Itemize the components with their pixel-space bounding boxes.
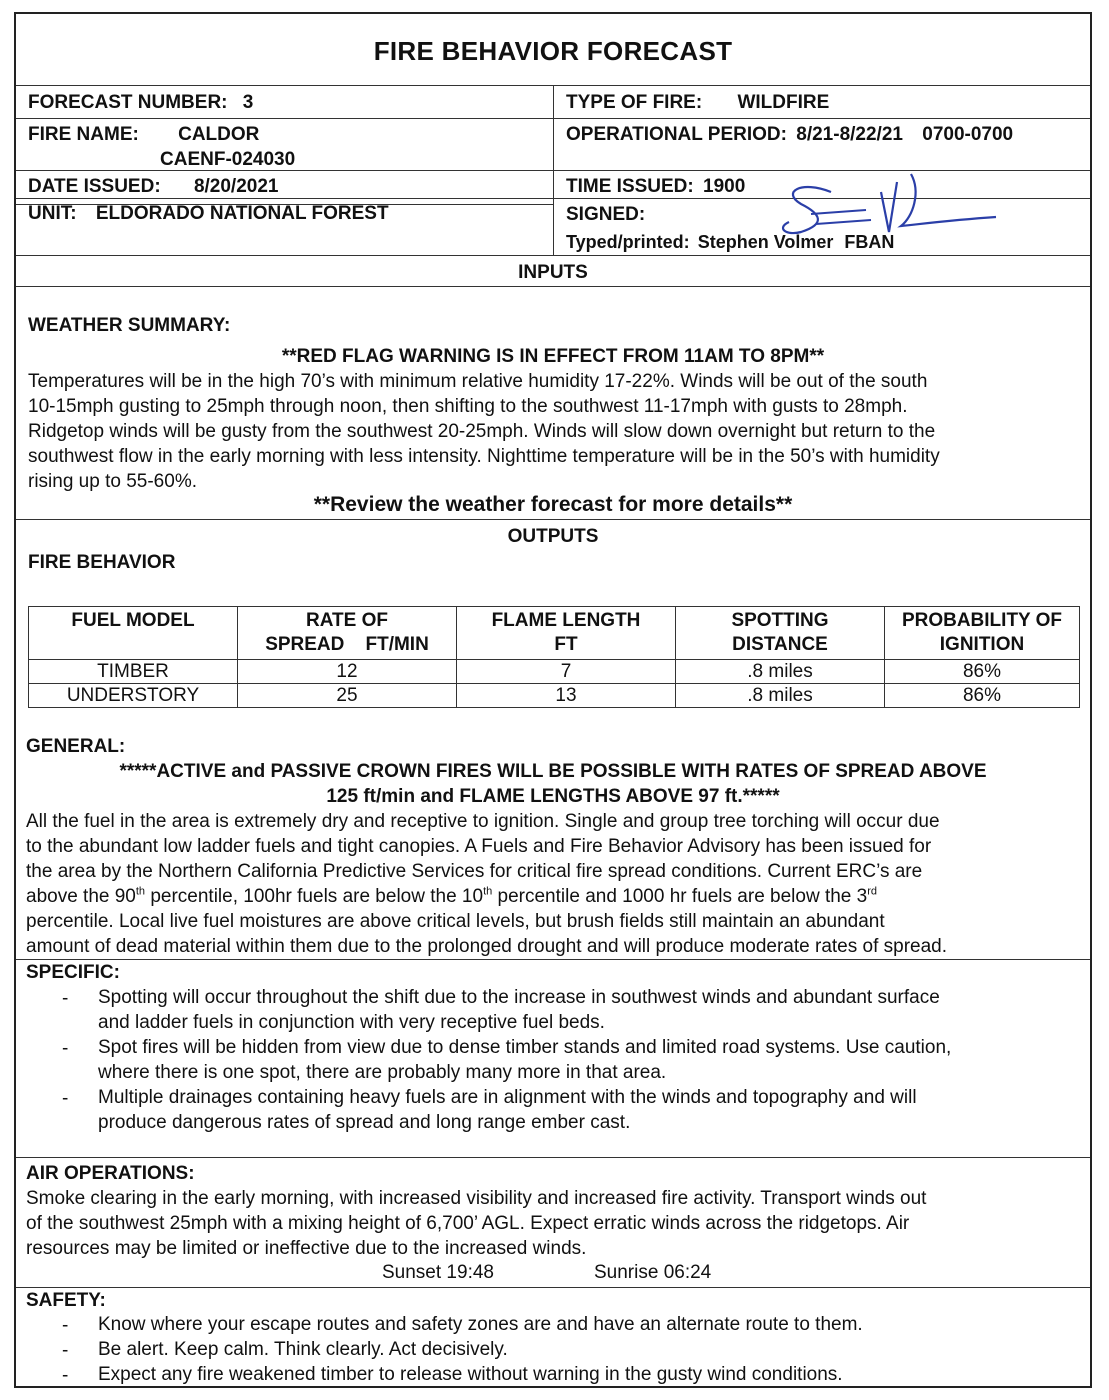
op-period-value: 8/21-8/22/21 — [796, 124, 903, 145]
column-header: SPOTTING DISTANCE — [676, 607, 885, 660]
fire-name-value: CALDOR — [178, 124, 260, 145]
fire-type-label: TYPE OF FIRE: — [566, 92, 703, 113]
operational-period — [566, 122, 1013, 147]
divider — [16, 1157, 1090, 1158]
unit-label: UNIT: — [28, 203, 77, 224]
air-line: resources may be limited or ineffective due to the increased winds. — [26, 1238, 587, 1259]
bullet-dash: - — [62, 1365, 69, 1386]
time-issued-value: 1900 — [703, 176, 746, 197]
weather-line: rising up to 55-60%. — [28, 471, 197, 492]
table-cell: .8 miles — [676, 684, 885, 708]
safety-bullet: Know where your escape routes and safety zones are and have an alternate route to them. — [98, 1314, 863, 1335]
typed-role: FBAN — [844, 232, 895, 252]
general-line: above the 90th percentile, 100hr fuels are below the 10th percentile and 1000 hr fuels are below the 3rd — [26, 885, 878, 907]
bullet-dash: - — [62, 1038, 69, 1059]
table-cell: 86% — [885, 660, 1080, 684]
general-line: the area by the Northern California Predictive Services for critical fire spread conditions. Current ERC’s are — [26, 861, 923, 882]
time-issued-label: TIME ISSUED: — [566, 176, 694, 197]
fire-behavior-table — [28, 606, 1080, 708]
general-heading: GENERAL: — [26, 736, 126, 757]
table-row — [29, 660, 1080, 684]
divider — [16, 255, 1090, 256]
safety-bullet: Expect any fire weakened timber to release without warning in the gusty wind conditions. — [98, 1364, 843, 1385]
divider — [16, 286, 1090, 287]
general-line: to the abundant low ladder fuels and tight canopies. A Fuels and Fire Behavior Advisory has been issued for — [26, 836, 932, 857]
forecast-page — [14, 12, 1092, 1388]
red-flag-warning: **RED FLAG WARNING IS IN EFFECT FROM 11AM TO 8PM** — [281, 346, 825, 367]
column-header: PROBABILITY OF IGNITION — [885, 607, 1080, 660]
time-issued — [566, 174, 745, 199]
forecast-number-value: 3 — [242, 92, 254, 113]
op-hours-value: 0700-0700 — [922, 124, 1014, 145]
bullet-dash: - — [62, 1088, 69, 1109]
table-cell: 13 — [457, 684, 676, 708]
column-header: RATE OF SPREAD FT/MIN — [238, 607, 457, 660]
typed-label: Typed/printed: — [566, 232, 690, 252]
page-title: FIRE BEHAVIOR FORECAST — [373, 36, 733, 66]
divider — [16, 959, 1090, 960]
air-line: of the southwest 25mph with a mixing height of 6,700’ AGL. Expect erratic winds across the ridgetops. Air — [26, 1213, 910, 1234]
forecast-number-label: FORECAST NUMBER: — [28, 92, 228, 113]
weather-line: 10-15mph gusting to 25mph through noon, then shifting to the southwest 11-17mph with gusts to 28mph. — [28, 396, 908, 417]
fire-name-label: FIRE NAME: — [28, 124, 139, 145]
general-line: amount of dead material within them due to the prolonged drought and will produce moderate rates of spread. — [26, 936, 948, 957]
air-operations-text — [26, 1186, 926, 1261]
inputs-heading: INPUTS — [518, 262, 588, 283]
sunset-time: Sunset 19:48 — [382, 1262, 494, 1283]
divider — [16, 118, 1090, 119]
safety-bullet: Be alert. Keep calm. Think clearly. Act decisively. — [98, 1339, 508, 1360]
general-line: percentile. Local live fuel moistures are above critical levels, but brush fields still maintain an abundant — [26, 911, 885, 932]
divider — [16, 519, 1090, 520]
specific-bullet: Multiple drainages containing heavy fuels are in alignment with the winds and topography and will produce dangerous rates of spread and long range ember cast. — [98, 1087, 917, 1133]
table-cell: UNDERSTORY — [29, 684, 238, 708]
column-header: FLAME LENGTH FT — [457, 607, 676, 660]
op-period-label: OPERATIONAL PERIOD: — [566, 124, 787, 145]
typed-name: Stephen Volmer — [697, 232, 834, 252]
column-header: FUEL MODEL — [29, 607, 238, 660]
fire-type-value: WILDFIRE — [737, 92, 830, 113]
table-cell: 86% — [885, 684, 1080, 708]
review-note: **Review the weather forecast for more details** — [313, 493, 793, 516]
unit — [28, 201, 389, 226]
forecast-number — [28, 90, 253, 115]
crown-fire-alert-line2: 125 ft/min and FLAME LENGTHS ABOVE 97 ft.***** — [326, 786, 780, 807]
bullet-dash: - — [62, 1315, 69, 1336]
date-issued-value: 8/20/2021 — [193, 176, 279, 197]
weather-line: Temperatures will be in the high 70’s with minimum relative humidity 17-22%. Winds will be out of the south — [28, 371, 928, 392]
table-row — [29, 684, 1080, 708]
divider — [16, 1287, 1090, 1288]
table-cell: 25 — [238, 684, 457, 708]
fire-id: CAENF-024030 — [160, 149, 296, 170]
specific-bullet: Spot fires will be hidden from view due to dense timber stands and limited road systems. Use caution, where there is one spot, there are probably many more in that area. — [98, 1037, 952, 1083]
fire-name — [28, 122, 259, 147]
weather-summary-text — [28, 369, 940, 494]
weather-line: Ridgetop winds will be gusty from the southwest 20-25mph. Winds will slow down overnight but return to the — [28, 421, 936, 442]
general-line: All the fuel in the area is extremely dry and receptive to ignition. Single and group tree torching will occur due — [26, 811, 940, 832]
fire-type — [566, 90, 829, 115]
fire-behavior-heading: FIRE BEHAVIOR — [28, 552, 176, 573]
sunrise-time: Sunrise 06:24 — [594, 1262, 712, 1283]
air-operations-heading: AIR OPERATIONS: — [26, 1163, 195, 1184]
signed-label: SIGNED: — [566, 204, 646, 225]
bullet-dash: - — [62, 988, 69, 1009]
table-cell: 12 — [238, 660, 457, 684]
date-issued — [28, 174, 278, 199]
table-cell: .8 miles — [676, 660, 885, 684]
specific-heading: SPECIFIC: — [26, 962, 120, 983]
outputs-heading: OUTPUTS — [507, 526, 599, 547]
signature-image — [771, 162, 1001, 247]
table-cell: TIMBER — [29, 660, 238, 684]
air-line: Smoke clearing in the early morning, with increased visibility and increased fire activity. Transport winds out — [26, 1188, 927, 1209]
weather-line: southwest flow in the early morning with less intensity. Nighttime temperature will be in the 50’s with humidity — [28, 446, 940, 467]
specific-bullet: Spotting will occur throughout the shift due to the increase in southwest winds and abundant surface and ladder fuels in conjunction with very receptive fuel beds. — [98, 987, 940, 1033]
crown-fire-alert-line1: *****ACTIVE and PASSIVE CROWN FIRES WILL BE POSSIBLE WITH RATES OF SPREAD ABOVE — [119, 761, 987, 782]
bullet-dash: - — [62, 1340, 69, 1361]
general-text — [26, 809, 947, 959]
weather-summary-heading: WEATHER SUMMARY: — [28, 315, 231, 336]
unit-value: ELDORADO NATIONAL FOREST — [95, 203, 389, 224]
safety-heading: SAFETY: — [26, 1290, 106, 1311]
table-header-row — [29, 607, 1080, 660]
table-cell: 7 — [457, 660, 676, 684]
date-issued-label: DATE ISSUED: — [28, 176, 161, 197]
